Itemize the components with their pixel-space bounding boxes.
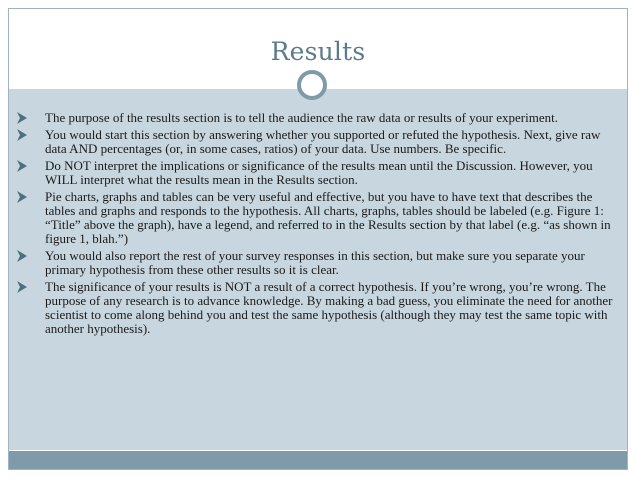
arrow-bullet-icon: [16, 129, 30, 143]
list-item: [16, 280, 616, 336]
arrow-bullet-icon: [16, 281, 30, 295]
arrow-bullet-icon: [16, 191, 30, 205]
bullet-text: You would also report the rest of your survey responses in this section, but make sure you separate your primary hypothesis from these other results so it is clear.: [45, 248, 585, 277]
bullet-text: You would start this section by answering whether you supported or refuted the hypothesis. Next, give raw data AND percentages (or, in some cases, ratios) of your data. Use numbers. Be specific.: [45, 127, 601, 156]
ring-icon: [297, 70, 327, 100]
bullet-text: Pie charts, graphs and tables can be very useful and effective, but you have to have text that describes the tables and graphs and responds to the hypothesis. All charts, graphs, tables should be labeled (e.g. Figure 1: “Title” above the graph), have a legend, and referred to in the Results section by that label (e.g. “as shown in figure 1, blah.”): [45, 189, 611, 246]
slide-title: Results: [270, 37, 366, 66]
list-item: [16, 111, 616, 125]
bullet-text: The purpose of the results section is to tell the audience the raw data or results of your experiment.: [45, 110, 558, 125]
list-item: [16, 249, 616, 277]
bullet-list: [16, 111, 616, 339]
list-item: [16, 190, 616, 246]
arrow-bullet-icon: [16, 250, 30, 264]
bullet-text: The significance of your results is NOT a result of a correct hypothesis. If you’re wrong, you’re wrong. The purpose of any research is to advance knowledge. By making a bad guess, you eliminate the need for another scientist to come along behind you and test the same hypothesis (although they may test the same topic with another hypothesis).: [45, 279, 613, 336]
bullet-text: Do NOT interpret the implications or significance of the results mean until the Discussion. However, you WILL interpret what the results mean in the Results section.: [45, 158, 593, 187]
footer-bar: [9, 451, 627, 469]
list-item: [16, 128, 616, 156]
arrow-bullet-icon: [16, 160, 30, 174]
list-item: [16, 159, 616, 187]
arrow-bullet-icon: [16, 112, 30, 126]
title-area: [9, 9, 627, 80]
